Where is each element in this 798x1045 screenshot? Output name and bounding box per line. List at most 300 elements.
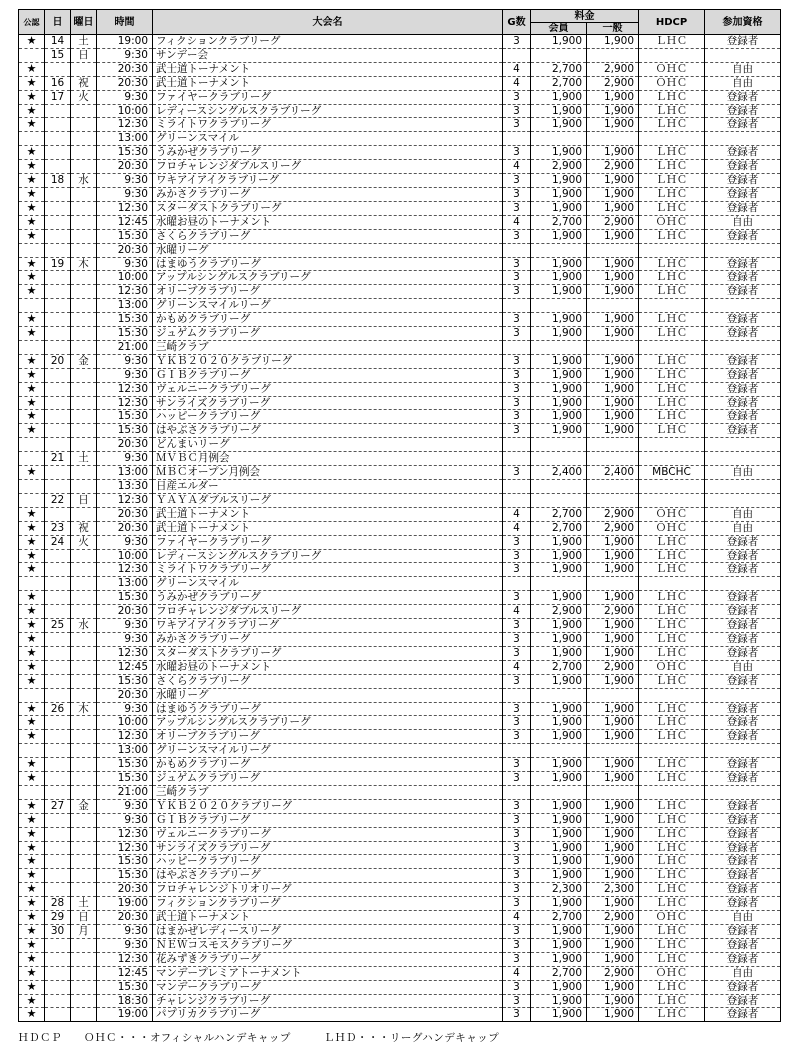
- general-fee-cell: [587, 438, 639, 452]
- day-cell: 21: [45, 452, 71, 466]
- general-fee-cell: 1,900: [587, 619, 639, 633]
- day-cell: [45, 772, 71, 786]
- weekday-cell: [71, 243, 97, 257]
- qualification-cell: 登録者: [705, 632, 781, 646]
- general-fee-cell: 1,900: [587, 799, 639, 813]
- table-row: [19, 271, 781, 285]
- day-cell: [45, 201, 71, 215]
- event-name-cell: 武士道トーナメント: [153, 911, 503, 925]
- games-cell: 3: [503, 841, 531, 855]
- games-cell: [503, 688, 531, 702]
- official-star-icon: ★: [19, 758, 45, 772]
- general-fee-cell: 1,900: [587, 646, 639, 660]
- time-cell: 15:30: [97, 772, 153, 786]
- hdcp-cell: [639, 785, 705, 799]
- games-cell: 3: [503, 354, 531, 368]
- member-fee-cell: 1,900: [531, 368, 587, 382]
- event-name-cell: みかさクラブリーグ: [153, 187, 503, 201]
- day-cell: [45, 938, 71, 952]
- member-fee-cell: 1,900: [531, 146, 587, 160]
- general-fee-cell: 1,900: [587, 980, 639, 994]
- official-star-icon: ★: [19, 952, 45, 966]
- games-cell: [503, 744, 531, 758]
- table-row: [19, 424, 781, 438]
- event-name-cell: はまゆうクラブリーグ: [153, 257, 503, 271]
- games-cell: 3: [503, 229, 531, 243]
- event-name-cell: 武士道トーナメント: [153, 507, 503, 521]
- hdcp-cell: ＬＨＣ: [639, 271, 705, 285]
- official-star-icon: ★: [19, 591, 45, 605]
- event-name-cell: オリーブクラブリーグ: [153, 285, 503, 299]
- time-cell: 12:45: [97, 966, 153, 980]
- hdcp-cell: ＬＨＣ: [639, 952, 705, 966]
- event-name-cell: 武士道トーナメント: [153, 521, 503, 535]
- official-star-icon: [19, 48, 45, 62]
- games-cell: 4: [503, 76, 531, 90]
- games-cell: [503, 577, 531, 591]
- time-cell: 12:30: [97, 118, 153, 132]
- member-fee-cell: [531, 340, 587, 354]
- general-fee-cell: 1,900: [587, 201, 639, 215]
- header-hdcp: HDCP: [639, 10, 705, 35]
- hdcp-cell: ＬＨＣ: [639, 632, 705, 646]
- general-fee-cell: 1,900: [587, 368, 639, 382]
- official-star-icon: [19, 480, 45, 494]
- event-name-cell: どんまいリーグ: [153, 438, 503, 452]
- table-row: [19, 466, 781, 480]
- qualification-cell: [705, 577, 781, 591]
- hdcp-cell: ＯＨＣ: [639, 966, 705, 980]
- official-star-icon: ★: [19, 897, 45, 911]
- event-name-cell: ハッピークラブリーグ: [153, 855, 503, 869]
- table-row: [19, 507, 781, 521]
- member-fee-cell: [531, 688, 587, 702]
- hdcp-cell: ＬＨＣ: [639, 201, 705, 215]
- day-cell: [45, 104, 71, 118]
- qualification-cell: 登録者: [705, 994, 781, 1008]
- member-fee-cell: 1,900: [531, 799, 587, 813]
- qualification-cell: 登録者: [705, 952, 781, 966]
- event-name-cell: サンデー会: [153, 48, 503, 62]
- official-star-icon: [19, 340, 45, 354]
- weekday-cell: 金: [71, 354, 97, 368]
- official-star-icon: ★: [19, 62, 45, 76]
- table-row: [19, 966, 781, 980]
- member-fee-cell: 1,900: [531, 869, 587, 883]
- day-cell: [45, 438, 71, 452]
- qualification-cell: [705, 452, 781, 466]
- event-name-cell: みかさクラブリーグ: [153, 632, 503, 646]
- time-cell: 10:00: [97, 271, 153, 285]
- hdcp-cell: ＬＨＣ: [639, 619, 705, 633]
- day-cell: [45, 340, 71, 354]
- event-name-cell: アップルシングルスクラブリーグ: [153, 271, 503, 285]
- event-name-cell: ファイヤークラブリーグ: [153, 90, 503, 104]
- table-row: [19, 62, 781, 76]
- games-cell: 3: [503, 813, 531, 827]
- games-cell: [503, 480, 531, 494]
- day-cell: 24: [45, 535, 71, 549]
- games-cell: 3: [503, 772, 531, 786]
- qualification-cell: 登録者: [705, 702, 781, 716]
- weekday-cell: 土: [71, 35, 97, 49]
- table-row: [19, 382, 781, 396]
- time-cell: 20:30: [97, 521, 153, 535]
- header-fee-member: 会員: [531, 23, 587, 35]
- official-star-icon: ★: [19, 215, 45, 229]
- time-cell: 15:30: [97, 424, 153, 438]
- official-star-icon: ★: [19, 382, 45, 396]
- day-cell: [45, 632, 71, 646]
- qualification-cell: 登録者: [705, 591, 781, 605]
- weekday-cell: [71, 591, 97, 605]
- table-row: [19, 632, 781, 646]
- table-row: [19, 785, 781, 799]
- member-fee-cell: 1,900: [531, 187, 587, 201]
- qualification-cell: 登録者: [705, 758, 781, 772]
- official-star-icon: ★: [19, 855, 45, 869]
- table-row: [19, 938, 781, 952]
- qualification-cell: 自由: [705, 966, 781, 980]
- official-star-icon: ★: [19, 966, 45, 980]
- general-fee-cell: 1,900: [587, 869, 639, 883]
- qualification-cell: 登録者: [705, 327, 781, 341]
- table-row: [19, 577, 781, 591]
- official-star-icon: ★: [19, 646, 45, 660]
- games-cell: 3: [503, 313, 531, 327]
- qualification-cell: 登録者: [705, 229, 781, 243]
- day-cell: [45, 994, 71, 1008]
- event-name-cell: ＮＥＷコスモスクラブリーグ: [153, 938, 503, 952]
- official-star-icon: ★: [19, 410, 45, 424]
- official-star-icon: [19, 299, 45, 313]
- weekday-cell: 月: [71, 925, 97, 939]
- day-cell: 30: [45, 925, 71, 939]
- weekday-cell: 日: [71, 911, 97, 925]
- hdcp-cell: ＬＨＣ: [639, 563, 705, 577]
- official-star-icon: [19, 493, 45, 507]
- official-star-icon: ★: [19, 507, 45, 521]
- weekday-cell: 火: [71, 535, 97, 549]
- time-cell: 12:45: [97, 660, 153, 674]
- general-fee-cell: 1,900: [587, 257, 639, 271]
- weekday-cell: 水: [71, 174, 97, 188]
- weekday-cell: [71, 966, 97, 980]
- member-fee-cell: 1,900: [531, 980, 587, 994]
- member-fee-cell: 2,700: [531, 966, 587, 980]
- time-cell: 15:30: [97, 869, 153, 883]
- event-name-cell: フィクションクラブリーグ: [153, 35, 503, 49]
- day-cell: 25: [45, 619, 71, 633]
- official-star-icon: ★: [19, 994, 45, 1008]
- qualification-cell: 登録者: [705, 187, 781, 201]
- games-cell: 3: [503, 285, 531, 299]
- games-cell: [503, 493, 531, 507]
- day-cell: [45, 187, 71, 201]
- time-cell: 15:30: [97, 980, 153, 994]
- table-row: [19, 340, 781, 354]
- hdcp-cell: ＬＨＣ: [639, 813, 705, 827]
- official-star-icon: ★: [19, 549, 45, 563]
- table-row: [19, 911, 781, 925]
- table-row: [19, 174, 781, 188]
- general-fee-cell: 1,900: [587, 841, 639, 855]
- time-cell: 13:00: [97, 132, 153, 146]
- day-cell: 23: [45, 521, 71, 535]
- official-star-icon: ★: [19, 90, 45, 104]
- member-fee-cell: 2,700: [531, 507, 587, 521]
- day-cell: [45, 410, 71, 424]
- day-cell: 28: [45, 897, 71, 911]
- games-cell: 4: [503, 160, 531, 174]
- weekday-cell: [71, 855, 97, 869]
- games-cell: 3: [503, 146, 531, 160]
- member-fee-cell: 1,900: [531, 327, 587, 341]
- games-cell: 3: [503, 980, 531, 994]
- general-fee-cell: 1,900: [587, 938, 639, 952]
- qualification-cell: 登録者: [705, 118, 781, 132]
- day-cell: [45, 285, 71, 299]
- table-row: [19, 869, 781, 883]
- games-cell: 3: [503, 646, 531, 660]
- time-cell: 9:30: [97, 632, 153, 646]
- general-fee-cell: 1,900: [587, 285, 639, 299]
- table-row: [19, 396, 781, 410]
- general-fee-cell: 2,900: [587, 215, 639, 229]
- official-star-icon: ★: [19, 925, 45, 939]
- qualification-cell: 登録者: [705, 90, 781, 104]
- games-cell: 4: [503, 911, 531, 925]
- day-cell: 14: [45, 35, 71, 49]
- official-star-icon: ★: [19, 869, 45, 883]
- games-cell: 4: [503, 215, 531, 229]
- member-fee-cell: 1,900: [531, 354, 587, 368]
- time-cell: 9:30: [97, 938, 153, 952]
- schedule-sheet: [18, 9, 780, 1022]
- event-name-cell: ＧＩＢクラブリーグ: [153, 813, 503, 827]
- time-cell: 15:30: [97, 591, 153, 605]
- hdcp-cell: ＬＨＣ: [639, 90, 705, 104]
- schedule-table: [18, 9, 781, 1022]
- time-cell: 12:30: [97, 396, 153, 410]
- qualification-cell: 自由: [705, 215, 781, 229]
- table-row: [19, 146, 781, 160]
- official-star-icon: ★: [19, 827, 45, 841]
- time-cell: 9:30: [97, 368, 153, 382]
- qualification-cell: [705, 480, 781, 494]
- official-star-icon: [19, 243, 45, 257]
- weekday-cell: [71, 952, 97, 966]
- member-fee-cell: [531, 785, 587, 799]
- general-fee-cell: [587, 340, 639, 354]
- hdcp-cell: ＬＨＣ: [639, 382, 705, 396]
- weekday-cell: [71, 299, 97, 313]
- time-cell: 12:45: [97, 215, 153, 229]
- official-star-icon: ★: [19, 911, 45, 925]
- member-fee-cell: 2,700: [531, 660, 587, 674]
- time-cell: 12:30: [97, 730, 153, 744]
- qualification-cell: 登録者: [705, 883, 781, 897]
- general-fee-cell: 1,900: [587, 313, 639, 327]
- member-fee-cell: 1,900: [531, 813, 587, 827]
- general-fee-cell: 1,900: [587, 271, 639, 285]
- games-cell: 4: [503, 605, 531, 619]
- official-star-icon: ★: [19, 813, 45, 827]
- hdcp-cell: ＬＨＣ: [639, 104, 705, 118]
- member-fee-cell: 2,700: [531, 62, 587, 76]
- day-cell: [45, 730, 71, 744]
- event-name-cell: 武士道トーナメント: [153, 62, 503, 76]
- day-cell: [45, 966, 71, 980]
- weekday-cell: [71, 758, 97, 772]
- event-name-cell: はまゆうクラブリーグ: [153, 702, 503, 716]
- general-fee-cell: 1,900: [587, 897, 639, 911]
- games-cell: 3: [503, 396, 531, 410]
- member-fee-cell: 1,900: [531, 35, 587, 49]
- time-cell: 13:00: [97, 466, 153, 480]
- table-row: [19, 90, 781, 104]
- weekday-cell: 祝: [71, 521, 97, 535]
- day-cell: [45, 744, 71, 758]
- day-cell: [45, 605, 71, 619]
- event-name-cell: サンライズクラブリーグ: [153, 396, 503, 410]
- qualification-cell: 自由: [705, 660, 781, 674]
- games-cell: 3: [503, 730, 531, 744]
- official-star-icon: ★: [19, 619, 45, 633]
- games-cell: 3: [503, 368, 531, 382]
- weekday-cell: [71, 772, 97, 786]
- general-fee-cell: 2,900: [587, 76, 639, 90]
- games-cell: 3: [503, 466, 531, 480]
- qualification-cell: 登録者: [705, 368, 781, 382]
- table-row: [19, 688, 781, 702]
- general-fee-cell: 1,900: [587, 396, 639, 410]
- event-name-cell: ヴェルニークラブリーグ: [153, 827, 503, 841]
- hdcp-cell: ＬＨＣ: [639, 897, 705, 911]
- day-cell: [45, 591, 71, 605]
- time-cell: 10:00: [97, 104, 153, 118]
- official-star-icon: ★: [19, 257, 45, 271]
- official-star-icon: ★: [19, 327, 45, 341]
- general-fee-cell: 1,900: [587, 382, 639, 396]
- time-cell: 12:30: [97, 841, 153, 855]
- games-cell: 3: [503, 799, 531, 813]
- games-cell: 3: [503, 563, 531, 577]
- table-row: [19, 285, 781, 299]
- weekday-cell: [71, 285, 97, 299]
- official-star-icon: [19, 438, 45, 452]
- event-name-cell: アップルシングルスクラブリーグ: [153, 716, 503, 730]
- general-fee-cell: [587, 688, 639, 702]
- games-cell: [503, 438, 531, 452]
- member-fee-cell: 1,900: [531, 994, 587, 1008]
- event-name-cell: 水曜お昼のトーナメント: [153, 660, 503, 674]
- day-cell: [45, 577, 71, 591]
- hdcp-cell: [639, 438, 705, 452]
- event-name-cell: うみかぜクラブリーグ: [153, 591, 503, 605]
- table-row: [19, 104, 781, 118]
- event-name-cell: レディースシングルスクラブリーグ: [153, 104, 503, 118]
- weekday-cell: [71, 132, 97, 146]
- general-fee-cell: 1,900: [587, 563, 639, 577]
- hdcp-cell: ＯＨＣ: [639, 521, 705, 535]
- day-cell: [45, 215, 71, 229]
- time-cell: 12:30: [97, 285, 153, 299]
- member-fee-cell: 1,900: [531, 897, 587, 911]
- weekday-cell: [71, 646, 97, 660]
- official-star-icon: ★: [19, 605, 45, 619]
- day-cell: [45, 869, 71, 883]
- member-fee-cell: 1,900: [531, 382, 587, 396]
- day-cell: [45, 424, 71, 438]
- event-name-cell: ワキアイアイクラブリーグ: [153, 174, 503, 188]
- time-cell: 13:30: [97, 480, 153, 494]
- general-fee-cell: 1,900: [587, 925, 639, 939]
- event-name-cell: ミライトワクラブリーグ: [153, 563, 503, 577]
- time-cell: 12:30: [97, 563, 153, 577]
- qualification-cell: [705, 48, 781, 62]
- event-name-cell: 水曜お昼のトーナメント: [153, 215, 503, 229]
- official-star-icon: [19, 785, 45, 799]
- day-cell: [45, 132, 71, 146]
- official-star-icon: ★: [19, 160, 45, 174]
- hdcp-cell: ＬＨＣ: [639, 799, 705, 813]
- official-star-icon: ★: [19, 118, 45, 132]
- general-fee-cell: 1,900: [587, 772, 639, 786]
- day-cell: [45, 1008, 71, 1022]
- official-star-icon: ★: [19, 883, 45, 897]
- table-row: [19, 438, 781, 452]
- table-row: [19, 855, 781, 869]
- weekday-cell: [71, 660, 97, 674]
- qualification-cell: 登録者: [705, 549, 781, 563]
- hdcp-cell: ＬＨＣ: [639, 1008, 705, 1022]
- table-row: [19, 744, 781, 758]
- general-fee-cell: [587, 785, 639, 799]
- general-fee-cell: 1,900: [587, 591, 639, 605]
- weekday-cell: [71, 605, 97, 619]
- header-qualification: 参加資格: [705, 10, 781, 35]
- time-cell: 15:30: [97, 313, 153, 327]
- qualification-cell: [705, 438, 781, 452]
- event-name-cell: ＧＩＢクラブリーグ: [153, 368, 503, 382]
- day-cell: [45, 271, 71, 285]
- event-name-cell: グリーンスマイル: [153, 577, 503, 591]
- table-row: [19, 660, 781, 674]
- weekday-cell: 土: [71, 452, 97, 466]
- day-cell: [45, 229, 71, 243]
- table-row: [19, 897, 781, 911]
- games-cell: 3: [503, 938, 531, 952]
- table-row: [19, 76, 781, 90]
- table-row: [19, 549, 781, 563]
- time-cell: 12:30: [97, 827, 153, 841]
- general-fee-cell: 1,900: [587, 674, 639, 688]
- games-cell: 3: [503, 549, 531, 563]
- member-fee-cell: [531, 480, 587, 494]
- qualification-cell: 自由: [705, 521, 781, 535]
- time-cell: 19:00: [97, 897, 153, 911]
- games-cell: 3: [503, 104, 531, 118]
- time-cell: 9:30: [97, 354, 153, 368]
- general-fee-cell: 1,900: [587, 410, 639, 424]
- hdcp-cell: ＬＨＣ: [639, 674, 705, 688]
- general-fee-cell: 1,900: [587, 174, 639, 188]
- general-fee-cell: 1,900: [587, 952, 639, 966]
- event-name-cell: はまかぜレディースリーグ: [153, 925, 503, 939]
- official-star-icon: ★: [19, 285, 45, 299]
- qualification-cell: 登録者: [705, 938, 781, 952]
